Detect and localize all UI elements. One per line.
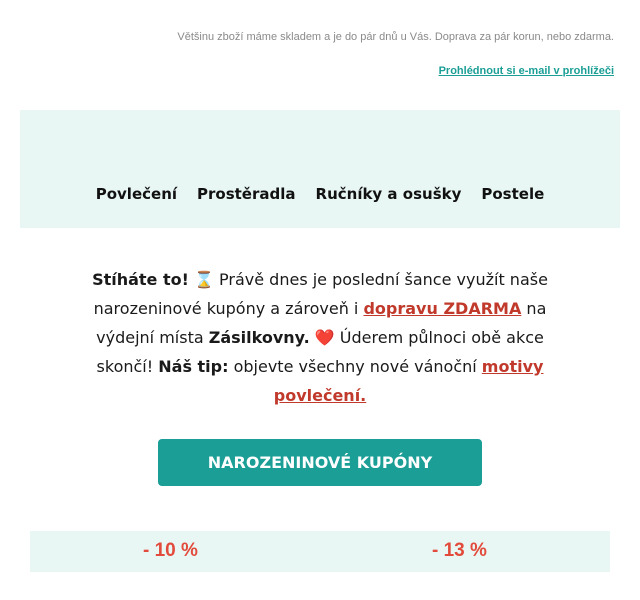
message-part3: Úderem půlnoci obě akce skončí! xyxy=(96,328,544,376)
category-nav xyxy=(20,185,620,203)
message-part1: Právě dnes je poslední šance využít naše narozeninové kupóny a zároveň i xyxy=(93,270,548,318)
promo-message xyxy=(80,265,560,410)
free-shipping-link[interactable]: dopravu ZDARMA xyxy=(363,299,522,318)
heart-icon: ❤️ xyxy=(314,328,335,347)
message-lead: Stíháte to! xyxy=(92,270,189,289)
coupon-band xyxy=(30,531,610,572)
navigation-band xyxy=(20,110,620,228)
birthday-coupons-button[interactable]: NAROZENINOVÉ KUPÓNY xyxy=(158,439,482,486)
message-part2: na výdejní místa xyxy=(96,299,547,347)
coupon-discount-10: - 10 % xyxy=(143,540,198,561)
preheader-text: Většinu zboží máme skladem a je do pár dnů u Vás. Doprava za pár korun, nebo zdarma. xyxy=(177,31,614,43)
coupon-discount-13: - 13 % xyxy=(432,540,487,561)
bedding-motifs-link[interactable]: motivy povlečení. xyxy=(273,357,544,405)
message-part4: objevte všechny nové vánoční xyxy=(228,357,482,376)
nav-item-povleceni[interactable]: Povlečení xyxy=(95,185,178,203)
hourglass-icon: ⌛ xyxy=(194,270,214,289)
view-in-browser-link[interactable]: Prohlédnout si e-mail v prohlížeči xyxy=(438,65,614,77)
nav-item-postele[interactable]: Postele xyxy=(481,185,545,203)
nav-item-rucniky[interactable]: Ručníky a osušky xyxy=(315,185,462,203)
carrier-name: Zásilkovny. xyxy=(208,328,310,347)
nav-item-prosteradla[interactable]: Prostěradla xyxy=(197,185,296,203)
tip-label: Náš tip: xyxy=(158,357,229,376)
